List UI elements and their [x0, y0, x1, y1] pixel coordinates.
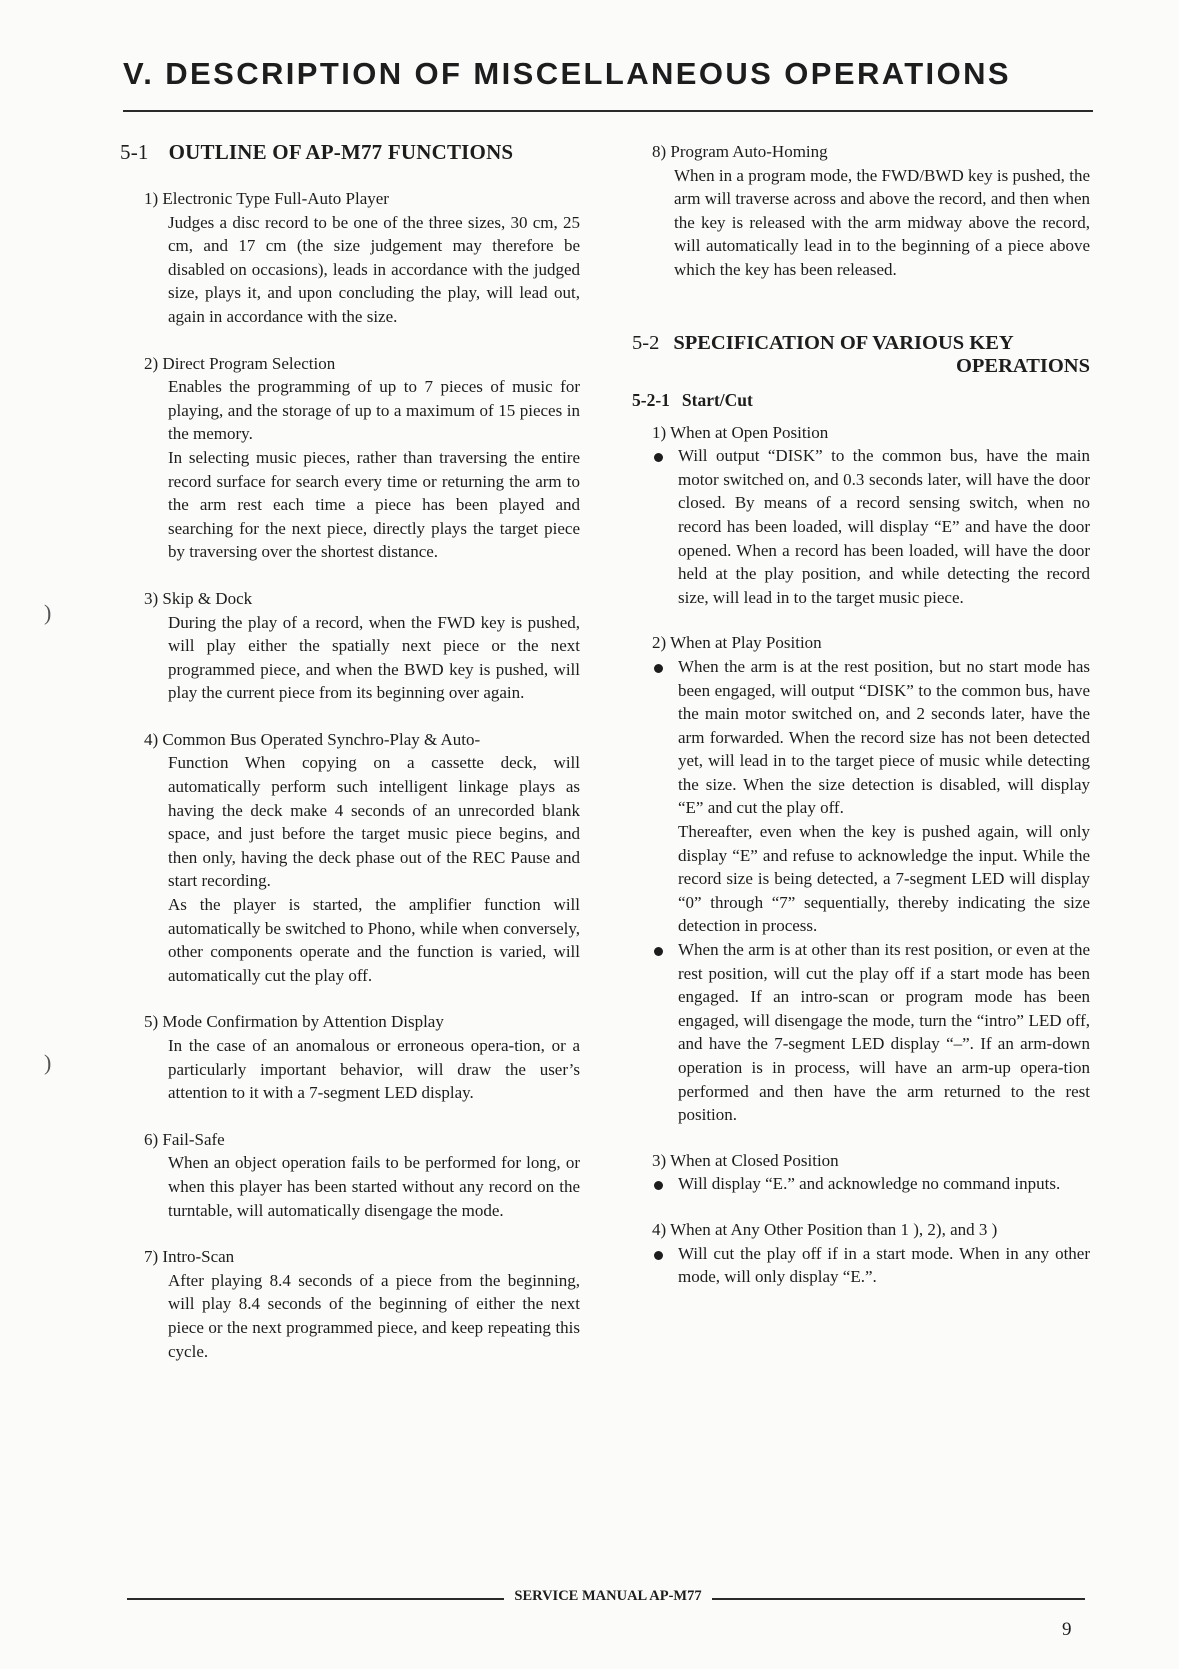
- footer-text: SERVICE MANUAL AP-M77: [514, 1588, 702, 1604]
- item-paragraph: As the player is started, the amplifier function will automatically be switched to Phono, while when conversely, other components operate and the function is varied, will automatically cut the play off.: [168, 895, 580, 985]
- section-title-line2: OPERATIONS: [955, 354, 1090, 377]
- bullet-text: When the arm is at the rest position, but no start mode has been engaged, will output “DISK” to the common bus, have the main motor switched on, and 2 seconds later, have the arm forwarded. When the record size has not been detected yet, will lead in to the target piece of music while detecting the size. When the size detection is disabled, will display “E” and cut the play off.: [678, 656, 1090, 818]
- bullet-icon: [654, 947, 663, 956]
- bullet-item: [652, 938, 1090, 1127]
- list-item: [144, 728, 580, 988]
- bullet-item: [652, 444, 1090, 609]
- item-title: 4) Common Bus Operated Synchro-Play & Auto-: [144, 729, 481, 749]
- section-number: 5-1: [120, 140, 149, 164]
- section-number: 5-2: [632, 331, 660, 354]
- item-title: 4) When at Any Other Position than 1 ), 2), and 3 ): [652, 1219, 998, 1239]
- item-title: 3) Skip & Dock: [144, 588, 253, 608]
- margin-mark: ): [44, 1050, 52, 1075]
- right-column: [632, 140, 1090, 1311]
- list-item: [144, 352, 580, 564]
- bullet-text: Thereafter, even when the key is pushed again, will only display “E” and refuse to acknowledge the input. While the record size is being detected, a 7-segment LED will display “0” through “7” sequentially, thereby indicating the size detection in process.: [678, 822, 1090, 936]
- item-title: 8) Program Auto-Homing: [652, 142, 828, 161]
- bullet-item: [652, 1172, 1090, 1196]
- item-paragraph: In selecting music pieces, rather than traversing the entire record surface for search every time or returning the arm to the arm rest each time a piece has been played and searching for the next piece, directly plays the target piece by traversing over the shortest distance.: [168, 447, 580, 562]
- item-title: 7) Intro-Scan: [144, 1247, 235, 1267]
- bullet-text: When the arm is at other than its rest position, or even at the rest position, will cut the play off if a start mode has been engaged. If an intro-scan or program mode has been engaged, will disengage the mode, turn the “intro” LED off, and have the 7-segment LED display “–”. If an arm-down operation is in process, will have an arm-up opera-tion performed and then have the arm returned to the rest position.: [678, 940, 1090, 1125]
- item-paragraph: Enables the programming of up to 7 pieces of music for playing, and the storage of up to a maximum of 15 pieces in the memory.: [168, 377, 580, 444]
- list-item: [652, 1149, 1090, 1196]
- list-item: [144, 1245, 580, 1363]
- section-title-line1: SPECIFICATION OF VARIOUS KEY: [673, 331, 1014, 354]
- item-title: 3) When at Closed Position: [652, 1150, 839, 1170]
- bullet-text: Will cut the play off if in a start mode. When in any other mode, will only display “E.”.: [678, 1243, 1090, 1287]
- item-paragraph: In the case of an anomalous or erroneous opera-tion, or a particularly important behavior, will draw the user’s attention to it with a 7-segment LED display.: [168, 1036, 580, 1103]
- section-heading: [120, 140, 580, 165]
- item-title: 5) Mode Confirmation by Attention Display: [144, 1012, 444, 1032]
- item-title: 2) When at Play Position: [652, 633, 822, 653]
- list-item: [144, 187, 580, 329]
- list-item: [652, 140, 1090, 282]
- page-number: 9: [1062, 1619, 1072, 1640]
- subsection-title: Start/Cut: [681, 389, 753, 410]
- page-title: V. DESCRIPTION OF MISCELLANEOUS OPERATIONS: [123, 56, 1011, 91]
- item-paragraph: Judges a disc record to be one of the three sizes, 30 cm, 25 cm, and 17 cm (the size judgement may therefore be disabled on occasions), leads in accordance with the judged size, plays it, and upon concluding the play, will lead out, again in accordance with the size.: [168, 212, 580, 326]
- bullet-icon: [654, 1251, 663, 1260]
- margin-mark: ): [44, 600, 52, 625]
- item-title: 6) Fail-Safe: [144, 1129, 225, 1149]
- bullet-text: Will display “E.” and acknowledge no command inputs.: [678, 1174, 1061, 1194]
- list-item: [652, 1218, 1090, 1289]
- left-column: [120, 140, 580, 1386]
- section-title: OUTLINE OF AP-M77 FUNCTIONS: [168, 140, 514, 164]
- list-item: [144, 587, 580, 705]
- item-title: 1) When at Open Position: [652, 422, 829, 442]
- footer-rule-left: [127, 1598, 504, 1600]
- subsection-heading: [632, 390, 1090, 411]
- list-item: [652, 631, 1090, 1126]
- bullet-text: Will output “DISK” to the common bus, have the main motor switched on, and 0.3 seconds later, will have the door closed. By means of a record sensing switch, when no record has been loaded, will display “E” and have the door opened. When a record has been loaded, will have the door held at the play position, and while detecting the record size, will lead in to the target music piece.: [678, 446, 1090, 607]
- list-item: [144, 1010, 580, 1104]
- footer-rule-right: [712, 1598, 1085, 1600]
- item-paragraph: During the play of a record, when the FWD key is pushed, will play either the spatially next piece or the next programmed piece, and when the BWD key is pushed, will play the current piece from its beginning over again.: [168, 612, 580, 703]
- list-item: [144, 1128, 580, 1222]
- title-rule: [123, 110, 1093, 112]
- item-paragraph: Function When copying on a cassette deck, will automatically perform such intelligent linkage plays as having the deck make 4 seconds of an unrecorded blank space, and just before the target music piece begins, and then only, having the deck phase out of the REC Pause and start recording.: [168, 753, 580, 891]
- bullet-icon: [654, 453, 663, 462]
- list-item: [652, 421, 1090, 610]
- bullet-item: [652, 655, 1090, 938]
- item-paragraph: When an object operation fails to be performed for long, or when this player has been started without any record on the turntable, will automatically disengage the mode.: [168, 1153, 580, 1220]
- item-paragraph: After playing 8.4 seconds of a piece from the beginning, will play 8.4 seconds of the beginning of either the next piece or the next programmed piece, and keep repeating this cycle.: [168, 1270, 580, 1361]
- bullet-item: [652, 1242, 1090, 1289]
- bullet-icon: [654, 1181, 663, 1190]
- bullet-icon: [654, 664, 663, 673]
- subsection-number: 5-2-1: [632, 389, 670, 410]
- item-title: 1) Electronic Type Full-Auto Player: [144, 189, 389, 208]
- item-title: 2) Direct Program Selection: [144, 353, 336, 373]
- section-heading: [632, 332, 1090, 378]
- item-paragraph: When in a program mode, the FWD/BWD key is pushed, the arm will traverse across and above the record, and then when the key is released with the arm midway above the record, will automatically lead in to the beginning of a piece above which the key has been released.: [674, 165, 1090, 279]
